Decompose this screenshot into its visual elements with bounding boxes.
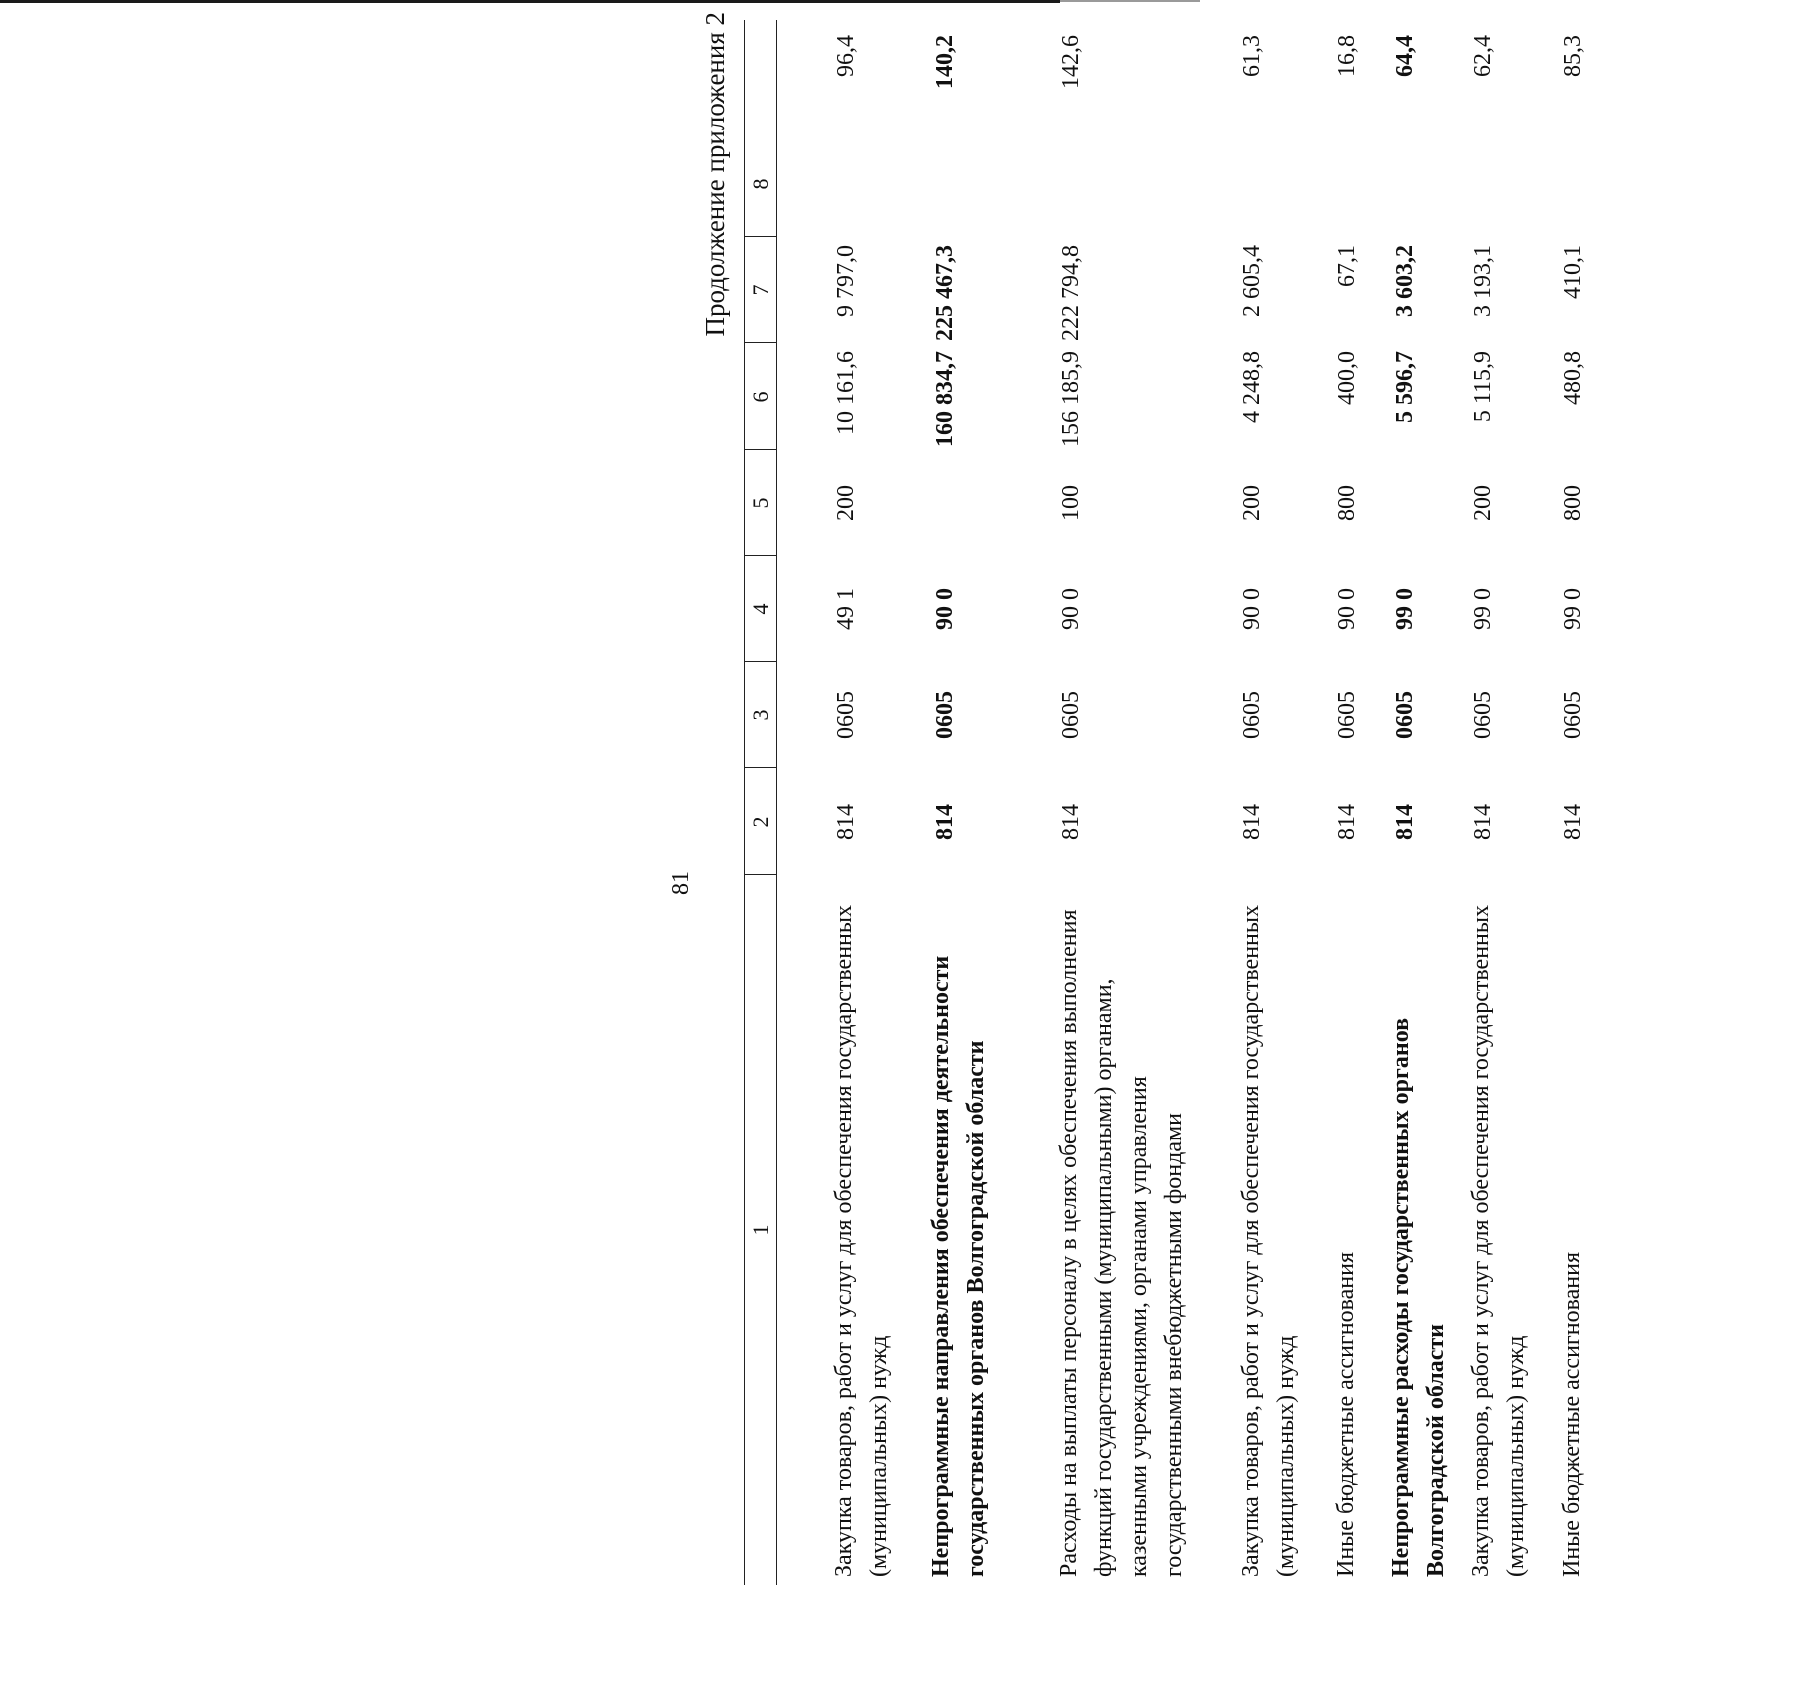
cell-c8: 96,4 <box>833 35 859 77</box>
cell-c3: 0605 <box>932 691 958 739</box>
column-number-6: 6 <box>748 391 773 403</box>
cell-c6: 10 161,6 <box>833 351 859 435</box>
cell-c6: 160 834,7 <box>932 351 958 447</box>
cell-c8: 85,3 <box>1560 35 1586 77</box>
cell-c8: 140,2 <box>932 35 958 89</box>
cell-c6: 4 248,8 <box>1239 351 1265 423</box>
cell-c7: 222 794,8 <box>1058 245 1084 341</box>
cell-c3: 0605 <box>1058 691 1084 739</box>
cell-c7: 9 797,0 <box>833 245 859 317</box>
cell-c5: 200 <box>833 485 859 521</box>
cell-c3: 0605 <box>1239 691 1265 739</box>
cell-c6: 5 115,9 <box>1470 351 1496 423</box>
cell-c3: 0605 <box>1392 691 1418 739</box>
row-label: Непрограммные расходы государственных органов Волгоградской области <box>1388 1017 1449 1577</box>
cell-c7: 2 605,4 <box>1239 245 1265 317</box>
cell-c2: 814 <box>1470 804 1496 840</box>
header-top-line <box>744 20 745 1585</box>
cell-c4: 90 0 <box>932 588 958 630</box>
cell-c2: 814 <box>833 804 859 840</box>
cell-c8: 16,8 <box>1334 35 1360 77</box>
page-number: 81 <box>668 871 694 895</box>
cell-c4: 49 1 <box>833 588 859 630</box>
column-number-8: 8 <box>748 178 773 190</box>
cell-c2: 814 <box>1058 804 1084 840</box>
cell-c2: 814 <box>932 804 958 840</box>
row-label: Непрограммные направления обеспечения деятельности государственных органов Волгоградской области <box>928 955 989 1577</box>
column-divider <box>744 236 776 237</box>
column-number-1: 1 <box>748 1224 773 1236</box>
row-label: Закупка товаров, работ и услуг для обеспечения государственных (муниципальных) нужд <box>1468 904 1529 1577</box>
cell-c6: 5 596,7 <box>1392 351 1418 423</box>
row-label: Закупка товаров, работ и услуг для обеспечения государственных (муниципальных) нужд <box>831 904 892 1577</box>
cell-c5: 100 <box>1058 485 1084 521</box>
cell-c8: 61,3 <box>1239 35 1265 77</box>
cell-c3: 0605 <box>1470 691 1496 739</box>
cell-c3: 0605 <box>1560 691 1586 739</box>
cell-c2: 814 <box>1560 804 1586 840</box>
column-number-4: 4 <box>748 603 773 615</box>
rotated-page <box>600 0 1800 1705</box>
cell-c7: 3 603,2 <box>1392 245 1418 317</box>
column-divider <box>744 449 776 450</box>
cell-c8: 64,4 <box>1392 35 1418 77</box>
row-label: Иные бюджетные ассигнования <box>1559 1252 1585 1577</box>
cell-c7: 3 193,1 <box>1470 245 1496 317</box>
column-divider <box>744 661 776 662</box>
column-divider <box>744 767 776 768</box>
column-number-7: 7 <box>748 284 773 296</box>
cell-c7: 410,1 <box>1560 245 1586 299</box>
cell-c5: 800 <box>1560 485 1586 521</box>
column-number-5: 5 <box>748 497 773 509</box>
cell-c3: 0605 <box>1334 691 1360 739</box>
cell-c6: 480,8 <box>1560 351 1586 405</box>
cell-c4: 99 0 <box>1560 588 1586 630</box>
cell-c5: 800 <box>1334 485 1360 521</box>
cell-c6: 400,0 <box>1334 351 1360 405</box>
cell-c2: 814 <box>1392 804 1418 840</box>
cell-c3: 0605 <box>833 691 859 739</box>
cell-c8: 142,6 <box>1058 35 1084 89</box>
cell-c4: 99 0 <box>1470 588 1496 630</box>
cell-c4: 90 0 <box>1058 588 1084 630</box>
row-label: Иные бюджетные ассигнования <box>1333 1252 1359 1577</box>
cell-c6: 156 185,9 <box>1058 351 1084 447</box>
cell-c2: 814 <box>1239 804 1265 840</box>
row-label: Закупка товаров, работ и услуг для обеспечения государственных (муниципальных) нужд <box>1238 904 1299 1577</box>
cell-c8: 62,4 <box>1470 35 1496 77</box>
column-number-3: 3 <box>748 709 773 721</box>
cell-c4: 90 0 <box>1239 588 1265 630</box>
continuation-caption: Продолжение приложения 2 <box>700 12 730 337</box>
cell-c4: 90 0 <box>1334 588 1360 630</box>
column-divider <box>744 555 776 556</box>
row-label: Расходы на выплаты персоналу в целях обеспечения выполнения функций государственными (муниципальными) органами, казенными учреждениями, органами управления государственными внебюджетными фондами <box>1056 909 1187 1577</box>
cell-c5: 200 <box>1470 485 1496 521</box>
column-number-2: 2 <box>748 816 773 828</box>
cell-c5: 200 <box>1239 485 1265 521</box>
column-divider <box>744 342 776 343</box>
cell-c7: 67,1 <box>1334 245 1360 287</box>
cell-c2: 814 <box>1334 804 1360 840</box>
column-divider <box>744 874 776 875</box>
cell-c7: 225 467,3 <box>932 245 958 341</box>
cell-c4: 99 0 <box>1392 588 1418 630</box>
header-bottom-line <box>776 20 777 1585</box>
